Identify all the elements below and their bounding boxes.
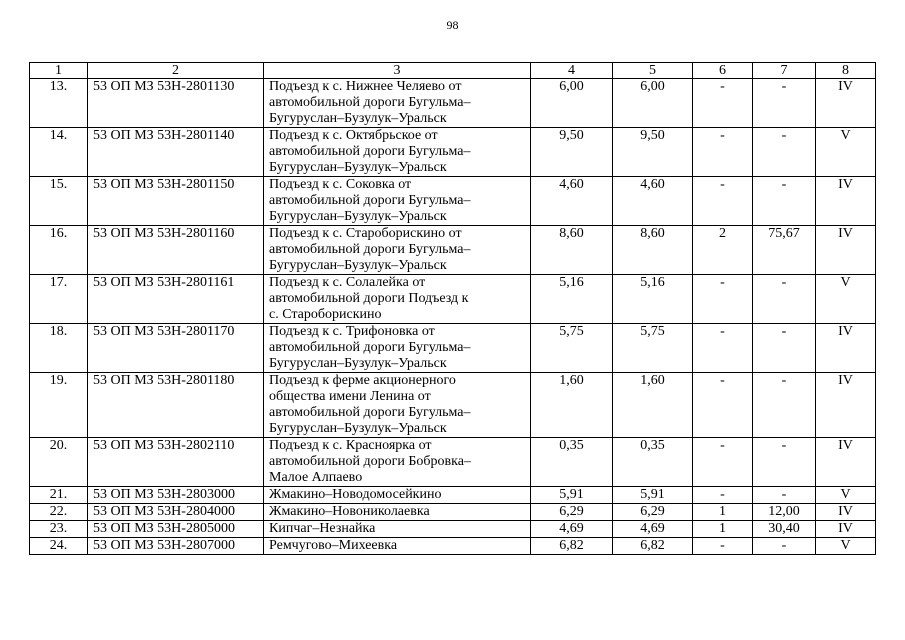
road-name-line: Подъезд к с. Староборискино от (269, 226, 462, 241)
road-name-line: автомобильной дороги Бугульма– (269, 242, 471, 257)
road-name (264, 521, 531, 538)
count-value: - (693, 177, 753, 226)
length-value: 5,75 (613, 324, 693, 373)
row-number: 16. (30, 226, 88, 275)
road-category: IV (816, 521, 876, 538)
length-total: 6,82 (531, 538, 613, 555)
road-name-line: Подъезд к с. Октябрьское от (269, 128, 438, 143)
row-number: 14. (30, 128, 88, 177)
road-category: IV (816, 504, 876, 521)
roads-table (29, 62, 876, 555)
road-name (264, 373, 531, 438)
amount-value: 12,00 (753, 504, 816, 521)
road-name (264, 177, 531, 226)
length-value: 8,60 (613, 226, 693, 275)
length-value: 5,16 (613, 275, 693, 324)
road-name (264, 275, 531, 324)
amount-value: - (753, 538, 816, 555)
column-header: 1 (30, 63, 88, 79)
column-header: 2 (88, 63, 264, 79)
length-total: 9,50 (531, 128, 613, 177)
row-number: 19. (30, 373, 88, 438)
road-category: V (816, 128, 876, 177)
road-name-line: Малое Алпаево (269, 470, 363, 485)
row-number: 23. (30, 521, 88, 538)
road-name-line: с. Староборискино (269, 307, 382, 322)
road-category: IV (816, 373, 876, 438)
table-row (30, 79, 876, 128)
road-name (264, 504, 531, 521)
amount-value: - (753, 438, 816, 487)
road-code: 53 ОП МЗ 53Н-2801160 (88, 226, 264, 275)
page-number: 98 (446, 18, 459, 32)
road-name-line: Бугуруслан–Бузулук–Уральск (269, 258, 447, 273)
amount-value: - (753, 275, 816, 324)
table-row (30, 177, 876, 226)
length-total: 1,60 (531, 373, 613, 438)
length-value: 1,60 (613, 373, 693, 438)
row-number: 21. (30, 487, 88, 504)
length-total: 6,29 (531, 504, 613, 521)
length-total: 4,60 (531, 177, 613, 226)
amount-value: - (753, 324, 816, 373)
road-name-line: Подъезд к с. Красноярка от (269, 438, 432, 453)
row-number: 22. (30, 504, 88, 521)
road-name-line: Кипчаг–Незнайка (269, 521, 376, 536)
table-row (30, 275, 876, 324)
table-row (30, 438, 876, 487)
count-value: - (693, 79, 753, 128)
column-header: 6 (693, 63, 753, 79)
length-value: 6,00 (613, 79, 693, 128)
count-value: - (693, 324, 753, 373)
row-number: 13. (30, 79, 88, 128)
road-category: IV (816, 324, 876, 373)
road-name-line: Подъезд к с. Соковка от (269, 177, 412, 192)
header-row (30, 63, 876, 79)
table-row (30, 504, 876, 521)
road-name-line: Подъезд к с. Трифоновка от (269, 324, 435, 339)
table-row (30, 521, 876, 538)
road-code: 53 ОП МЗ 53Н-2801170 (88, 324, 264, 373)
amount-value: - (753, 373, 816, 438)
road-name-line: Жмакино–Новониколаевка (269, 504, 430, 519)
road-category: V (816, 275, 876, 324)
road-name-line: Жмакино–Новодомосейкино (269, 487, 442, 502)
amount-value: - (753, 128, 816, 177)
road-code: 53 ОП МЗ 53Н-2804000 (88, 504, 264, 521)
column-header: 7 (753, 63, 816, 79)
road-name-line: автомобильной дороги Бугульма– (269, 144, 471, 159)
road-name (264, 538, 531, 555)
road-name-line: Подъезд к с. Нижнее Челяево от (269, 79, 462, 94)
road-name-line: Ремчугово–Михеевка (269, 538, 398, 553)
road-code: 53 ОП МЗ 53Н-2801140 (88, 128, 264, 177)
road-code: 53 ОП МЗ 53Н-2802110 (88, 438, 264, 487)
road-name (264, 128, 531, 177)
column-header: 4 (531, 63, 613, 79)
length-total: 5,16 (531, 275, 613, 324)
amount-value: - (753, 177, 816, 226)
column-header: 8 (816, 63, 876, 79)
row-number: 18. (30, 324, 88, 373)
length-total: 0,35 (531, 438, 613, 487)
road-name-line: автомобильной дороги Бугульма– (269, 340, 471, 355)
road-name-line: общества имени Ленина от (269, 389, 431, 404)
length-total: 8,60 (531, 226, 613, 275)
row-number: 20. (30, 438, 88, 487)
table-row (30, 538, 876, 555)
road-name-line: Бугуруслан–Бузулук–Уральск (269, 160, 447, 175)
road-name-line: Подъезд к с. Солалейка от (269, 275, 426, 290)
road-name-line: автомобильной дороги Бугульма– (269, 95, 471, 110)
road-name-line: Бугуруслан–Бузулук–Уральск (269, 421, 447, 436)
amount-value: 75,67 (753, 226, 816, 275)
road-code: 53 ОП МЗ 53Н-2801150 (88, 177, 264, 226)
count-value: - (693, 438, 753, 487)
road-name-line: автомобильной дороги Подъезд к (269, 291, 469, 306)
count-value: - (693, 275, 753, 324)
amount-value: - (753, 487, 816, 504)
road-name-line: автомобильной дороги Бобровка– (269, 454, 471, 469)
column-header: 3 (264, 63, 531, 79)
row-number: 24. (30, 538, 88, 555)
length-value: 4,60 (613, 177, 693, 226)
row-number: 17. (30, 275, 88, 324)
length-total: 6,00 (531, 79, 613, 128)
road-name-line: Бугуруслан–Бузулук–Уральск (269, 356, 447, 371)
length-value: 4,69 (613, 521, 693, 538)
road-code: 53 ОП МЗ 53Н-2801130 (88, 79, 264, 128)
road-name-line: Бугуруслан–Бузулук–Уральск (269, 209, 447, 224)
road-name (264, 487, 531, 504)
amount-value: - (753, 79, 816, 128)
table-row (30, 487, 876, 504)
row-number: 15. (30, 177, 88, 226)
length-value: 9,50 (613, 128, 693, 177)
road-category: IV (816, 226, 876, 275)
road-name-line: автомобильной дороги Бугульма– (269, 193, 471, 208)
table-row (30, 128, 876, 177)
road-code: 53 ОП МЗ 53Н-2807000 (88, 538, 264, 555)
count-value: 1 (693, 504, 753, 521)
road-name-line: Подъезд к ферме акционерного (269, 373, 456, 388)
table-row (30, 373, 876, 438)
road-name (264, 438, 531, 487)
road-code: 53 ОП МЗ 53Н-2801180 (88, 373, 264, 438)
length-total: 5,91 (531, 487, 613, 504)
road-category: IV (816, 79, 876, 128)
length-value: 5,91 (613, 487, 693, 504)
count-value: - (693, 128, 753, 177)
road-name-line: Бугуруслан–Бузулук–Уральск (269, 111, 447, 126)
count-value: 1 (693, 521, 753, 538)
length-value: 6,29 (613, 504, 693, 521)
length-value: 6,82 (613, 538, 693, 555)
count-value: - (693, 538, 753, 555)
length-value: 0,35 (613, 438, 693, 487)
road-category: IV (816, 177, 876, 226)
road-code: 53 ОП МЗ 53Н-2803000 (88, 487, 264, 504)
road-name (264, 324, 531, 373)
column-header: 5 (613, 63, 693, 79)
count-value: - (693, 487, 753, 504)
count-value: 2 (693, 226, 753, 275)
road-name (264, 226, 531, 275)
road-category: V (816, 487, 876, 504)
length-total: 4,69 (531, 521, 613, 538)
table-row (30, 226, 876, 275)
table-row (30, 324, 876, 373)
road-code: 53 ОП МЗ 53Н-2801161 (88, 275, 264, 324)
road-name (264, 79, 531, 128)
road-category: IV (816, 438, 876, 487)
length-total: 5,75 (531, 324, 613, 373)
count-value: - (693, 373, 753, 438)
amount-value: 30,40 (753, 521, 816, 538)
road-name-line: автомобильной дороги Бугульма– (269, 405, 471, 420)
road-code: 53 ОП МЗ 53Н-2805000 (88, 521, 264, 538)
road-category: V (816, 538, 876, 555)
